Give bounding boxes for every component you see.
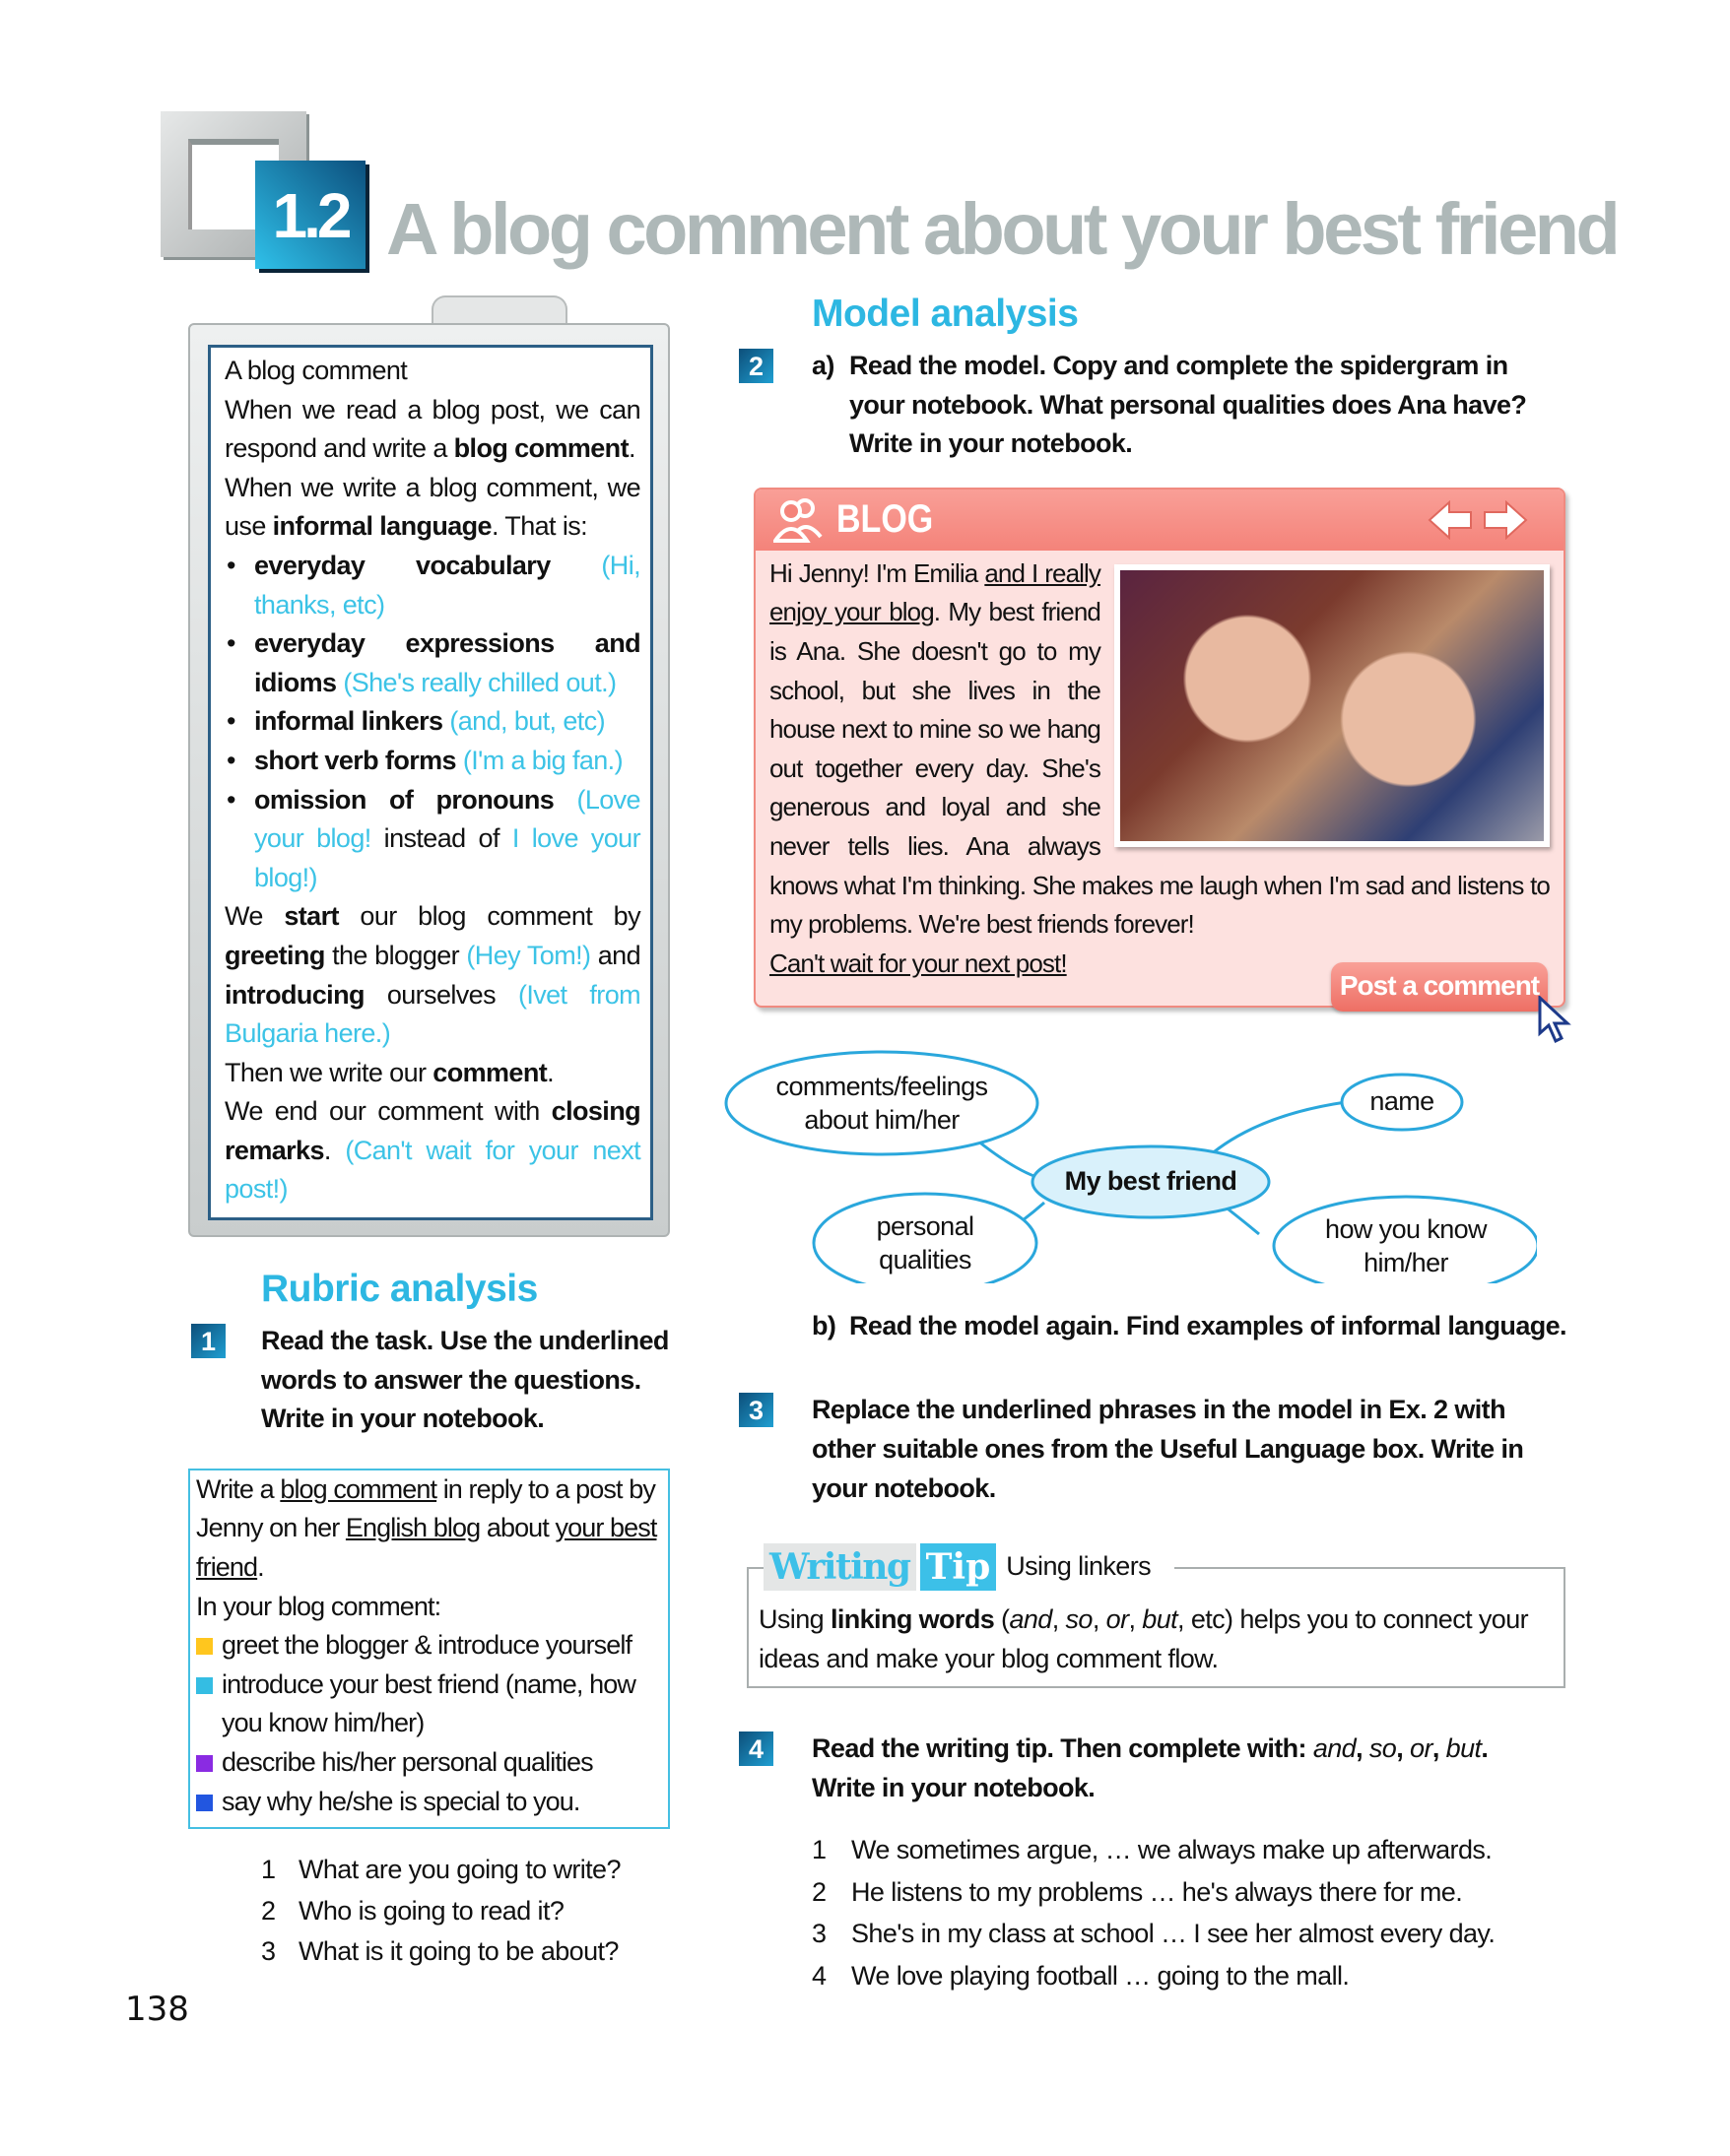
color-square-icon [196,1638,213,1655]
task-checklist-item [196,1743,664,1783]
task-checklist-item [196,1666,664,1743]
task-box [188,1469,670,1829]
exercise-number: 1 [191,1324,226,1358]
exercise-2a-label: a) [812,351,834,380]
exercise-2b [739,1307,1571,1346]
list-item: • everyday expressions and idioms (She's really chilled out.) [254,624,640,702]
model-analysis-title: Model analysis [812,293,1079,335]
spidergram-node: personal qualities [876,1210,974,1274]
blog-header-title: BLOG [836,496,934,541]
post-comment-button[interactable]: Post a comment [1331,962,1548,1012]
exercise-number: 3 [739,1393,773,1427]
users-icon [773,497,827,543]
info-box-tab [432,295,567,323]
task-intro: In your blog comment: [196,1591,441,1621]
task-checklist-text: introduce your best friend (name, how you know him/her) [222,1668,635,1738]
exercise-4 [739,1730,1571,1807]
task-checklist [196,1626,664,1821]
writing-tip-label [764,1543,1174,1591]
task-checklist-text: greet the blogger & introduce yourself [222,1630,632,1661]
blog-window [754,488,1565,1008]
color-square-icon [196,1755,213,1772]
blog-closing-line: Can't wait for your next post! [769,947,1067,978]
task-checklist-text: say why he/she is special to you. [222,1786,580,1816]
exercise-number: 2 [739,349,773,383]
exercise-item: 3 She's in my class at school … I see her almost every day. [812,1919,1496,1949]
spidergram [719,1047,1537,1283]
info-paragraph: When we write a blog comment, we use informal language. That is: [225,472,640,542]
exercise-4-instruction: Read the writing tip. Then complete with: and, so, or, but. Write in your notebook. [812,1733,1489,1802]
question-item: 3 What is it going to be about? [261,1936,619,1967]
task-checklist-text: describe his/her personal qualities [222,1747,593,1777]
page-number: 138 [125,1990,189,2029]
unit-number-badge: 1.2 [255,161,366,269]
color-square-icon [196,1677,213,1694]
spidergram-node: name [1369,1085,1434,1116]
right-column [739,292,1571,1996]
spidergram-center: My best friend [1064,1165,1237,1196]
info-paragraph: When we read a blog post, we can respond and write a blog comment. [225,394,640,464]
list-item: • informal linkers (and, but, etc) [254,702,640,742]
writing-tip-writing: Writing [764,1543,916,1591]
exercise-item: 4 We love playing football … going to the mall. [812,1960,1350,1991]
info-box [188,323,670,1237]
task-checklist-item [196,1783,664,1822]
exercise-4-items [812,1829,1561,1996]
question-item: 2 Who is going to read it? [261,1895,565,1926]
exercise-3 [739,1391,1571,1508]
task-checklist-item [196,1626,664,1666]
rubric-analysis-title: Rubric analysis [261,1268,538,1311]
cursor-icon [1538,996,1577,1047]
writing-tip-tip: Tip [920,1543,997,1591]
forward-arrow-icon[interactable] [1483,500,1528,540]
info-paragraph: Then we write our comment. [225,1057,555,1087]
exercise-item: 2 He listens to my problems … he's always there for me. [812,1876,1463,1907]
blog-photo [1114,564,1550,847]
exercise-1 [188,1322,670,1439]
questions-list [261,1851,670,1972]
exercise-2a-instruction: Read the model. Copy and complete the spidergram in your notebook. What personal qualities does Ana have? Write in your notebook. [849,351,1527,459]
writing-tip-box [747,1546,1565,1688]
list-item: • omission of pronouns (Love your blog! instead of I love your blog!) [254,781,640,898]
info-paragraph: We start our blog comment by greeting the blogger (Hey Tom!) and introducing ourselves (Ivet from Bulgaria here.) [225,901,640,1049]
informal-language-list [225,547,640,897]
list-item: • everyday vocabulary (Hi, thanks, etc) [254,547,640,624]
page-title: A blog comment about your best friend [386,188,1618,270]
exercise-3-instruction: Replace the underlined phrases in the model in Ex. 2 with other suitable ones from the Useful Language box. Write in your notebook. [812,1395,1524,1503]
exercise-2b-label: b) [812,1310,836,1340]
exercise-2a [739,347,1571,464]
task-text: Write a blog comment in reply to a post by Jenny on her English blog about your best friend. [196,1473,657,1583]
left-column [188,295,670,1972]
info-paragraph: We end our comment with closing remarks. (Can't wait for your next post!) [225,1096,641,1205]
writing-tip-text: Using linking words (and, so, or, but, etc) helps you to connect your ideas and make your blog comment flow. [759,1604,1529,1673]
exercise-item: 1 We sometimes argue, … we always make up afterwards. [812,1835,1493,1865]
back-arrow-icon[interactable] [1428,500,1473,540]
blog-footer-row [756,945,1564,1006]
spidergram-node: comments/feelings about him/her [775,1071,988,1135]
exercise-2b-instruction: Read the model again. Find examples of informal language. [849,1310,1566,1340]
blog-header [756,490,1564,551]
info-heading: A blog comment [225,356,408,385]
blog-post-text: Hi Jenny! I'm Emilia and I really enjoy your blog. My best friend is Ana. She doesn't go to my school, but she lives in the house next to mine so we hang out together every day. She's generous and loyal and she never tells lies. Ana always knows what I'm thinking. She makes me laugh when I'm sad and listens to my problems. We're best friends forever! [769,557,1550,940]
exercise-number: 4 [739,1731,773,1766]
list-item: • short verb forms (I'm a big fan.) [254,742,640,781]
exercise-1-instruction: Read the task. Use the underlined words to answer the questions. Write in your notebook. [261,1326,669,1434]
writing-tip-heading: Using linkers [1006,1551,1152,1582]
spidergram-node: how you know him/her [1325,1213,1487,1277]
question-item: 1 What are you going to write? [261,1855,621,1885]
info-box-content [208,345,653,1220]
color-square-icon [196,1795,213,1811]
